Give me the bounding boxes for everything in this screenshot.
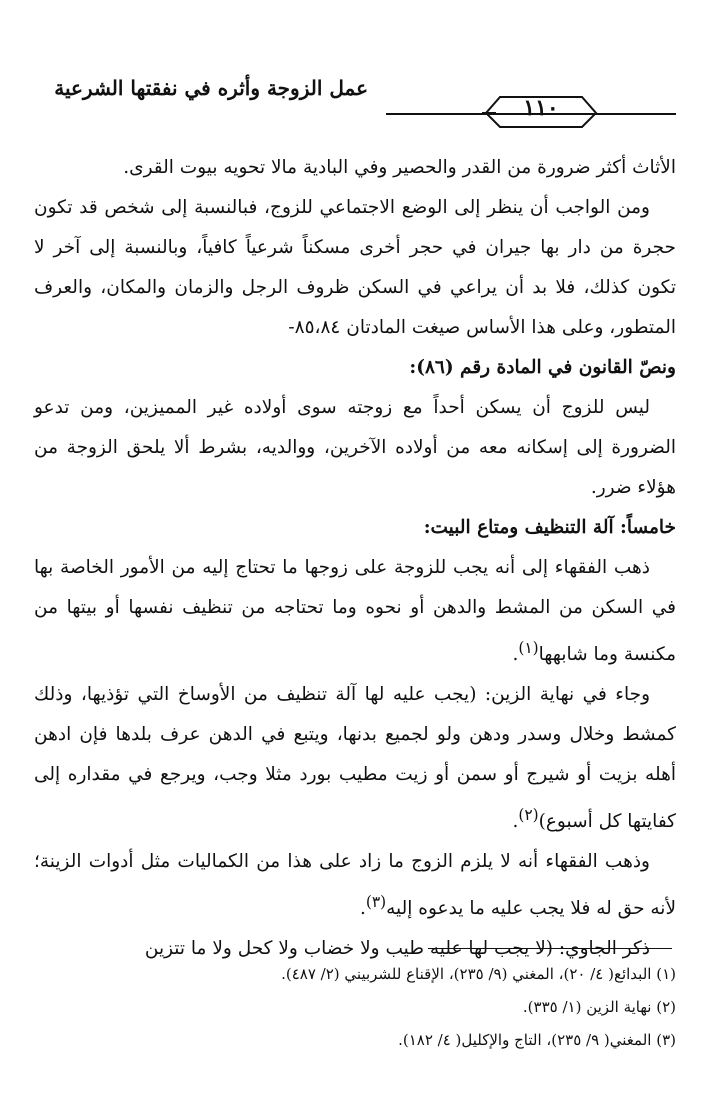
paragraph: ليس للزوج أن يسكن أحداً مع زوجته سوى أولاده غير المميزين، ومن تدعو الضرورة إلى إسكانه معه من أولاده الآخرين، ووالديه، بشرط ألا يلحق الزوجة من هؤلاء ضرر. — [34, 397, 676, 498]
paragraph — [34, 842, 676, 929]
footnote: (٣) المغني( ٩/ ٢٣٥)، التاج والإكليل( ٤/ ١٨٢). — [398, 1031, 676, 1049]
header-rule — [386, 113, 676, 115]
paragraph: ومن الواجب أن ينظر إلى الوضع الاجتماعي للزوج، فبالنسبة إلى شخص قد تكون حجرة من دار بها جيران في حجر أخرى مسكناً شرعياً كافياً، وبالنسبة إلى آخر لا تكون كذلك، فلا بد أن يراعي في السكن ظروف الرجل والزمان والمكان، والعرف المتطور، وعلى هذا الأساس صيغت المادتان ٨٥،٨٤- — [34, 197, 676, 338]
footnote-rule — [428, 948, 672, 949]
footnote-ref: (٣) — [365, 893, 387, 912]
paragraph-end: . — [512, 644, 519, 666]
body-text — [34, 148, 676, 969]
footnote-ref: (١) — [518, 639, 539, 657]
paragraph — [34, 548, 676, 675]
footnote: (٢) نهاية الزين (١/ ٣٣٥). — [522, 998, 676, 1016]
paragraph-text: وجاء في نهاية الزين: (يجب عليه لها آلة تنظيف من الأوساخ التي تؤذيها، وذلك كمشط وخلال وسدر ودهن ولو لجميع بدنها، ويتبع في الدهن عرف بلدها فإن ادهن أهله بزيت أو شيرج أو سمن أو زيت مطيب بورد مثلا وجب، ويرجع في مقداره إلى كفايتها كل أسبوع) — [34, 684, 676, 833]
footnote: (١) البدائع( ٤/ ٢٠)، المغني (٩/ ٢٣٥)، الإقناع للشربيني (٢/ ٤٨٧). — [281, 965, 676, 983]
paragraph-text: وذهب الفقهاء أنه لا يلزم الزوج ما زاد على هذا من الكماليات مثل أدوات الزينة؛ لأنه حق له فلا يجب عليه ما يدعوه إليه — [34, 851, 676, 920]
page-header — [0, 0, 708, 130]
paragraph-end: . — [512, 811, 519, 833]
section-heading: ونصّ القانون في المادة رقم (٨٦): — [409, 357, 676, 378]
footnote-ref: (٢) — [518, 806, 539, 825]
paragraph: ذكر الجاوي: (لا يجب لها عليه طيب ولا خضاب ولا كحل ولا ما تتزين — [144, 938, 650, 960]
paragraph: الأثاث أكثر ضرورة من القدر والحصير وفي البادية مالا تحويه بيوت القرى. — [123, 157, 676, 178]
page-number-badge — [482, 91, 600, 129]
paragraph — [34, 675, 676, 842]
section-heading: خامساً: آلة التنظيف ومتاع البيت: — [423, 517, 676, 538]
running-title: عمل الزوجة وأثره في نفقتها الشرعية — [54, 76, 368, 100]
page-number: ١١٠ — [523, 95, 559, 121]
paragraph-text: ذهب الفقهاء إلى أنه يجب للزوجة على زوجها ما تحتاج إليه من الأمور الخاصة بها في السكن من المشط والدهن أو نحوه وما تحتاجه من تنظيف نفسها أو بيتها من مكنسة وما شابهها — [34, 557, 676, 666]
footnotes — [34, 958, 676, 1057]
paragraph-end: . — [359, 898, 366, 920]
